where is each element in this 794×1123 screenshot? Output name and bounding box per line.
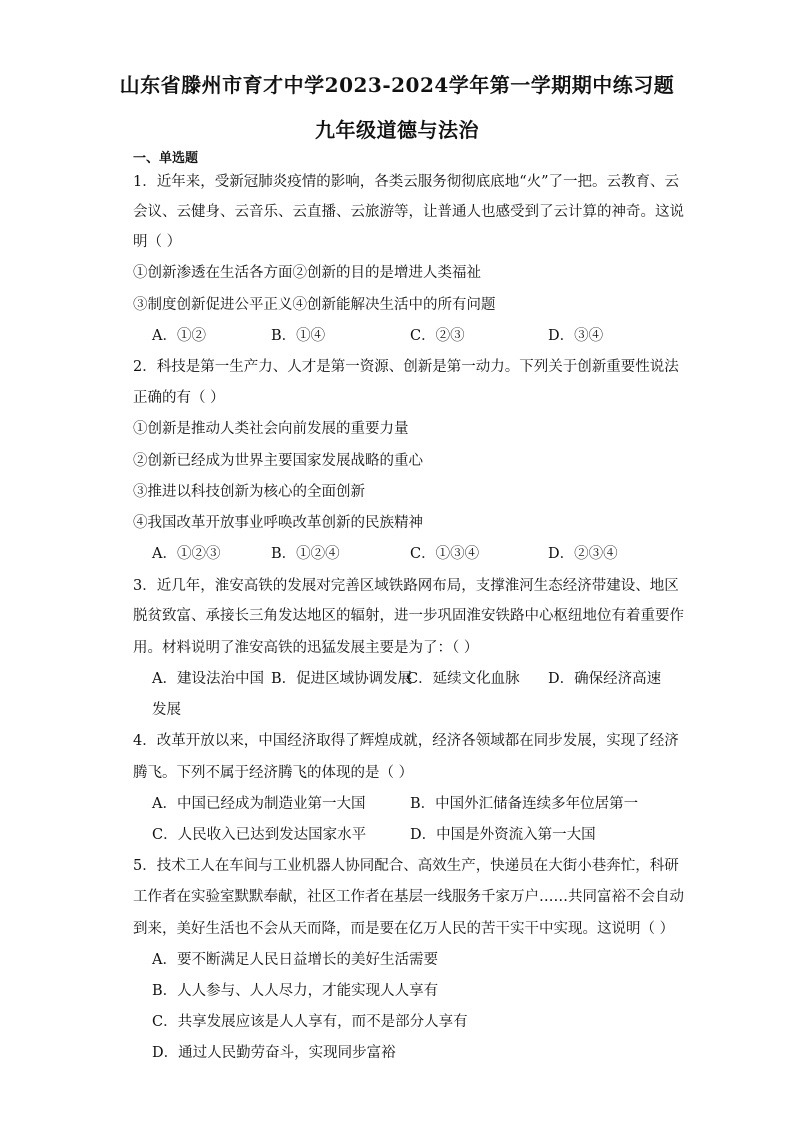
q1-option-a: A．①② — [152, 328, 206, 344]
q4-stem-line: 腾飞。下列不属于经济腾飞的体现的是（ ） — [133, 765, 414, 781]
q3-option-a: A．建设法治中国 — [152, 671, 264, 687]
q5-stem-line: 到来，美好生活也不会从天而降，而是要在亿万人民的苦干实干中实现。这说明（ ） — [133, 921, 675, 937]
q3-option-d: D．确保经济高速 — [548, 671, 662, 687]
q1-stem-line: 明（ ） — [133, 234, 182, 250]
q2-statement: ③推进以科技创新为核心的全面创新 — [133, 484, 365, 500]
q2-option-a: A．①②③ — [152, 546, 221, 562]
q3-stem-line: 脱贫致富、承接长三角发达地区的辐射，进一步巩固淮安铁路中心枢纽地位有着重要作 — [133, 608, 684, 624]
q1-stem-line: 会议、云健身、云音乐、云直播、云旅游等，让普通人也感受到了云计算的神奇。这说 — [133, 204, 684, 220]
q5-stem-line: 5．技术工人在车间与工业机器人协同配合、高效生产，快递员在大街小巷奔忙，科研 — [133, 858, 679, 874]
q4-option-a: A．中国已经成为制造业第一大国 — [152, 796, 366, 812]
q5-stem-line: 工作者在实验室默默奉献，社区工作者在基层一线服务千家万户……共同富裕不会自动 — [133, 889, 684, 905]
q1-option-c: C．②③ — [410, 328, 465, 344]
q3-stem-line: 用。材料说明了淮安高铁的迅猛发展主要是为了：（ ） — [133, 640, 479, 656]
q5-option-b: B．人人参与、人人尽力，才能实现人人享有 — [152, 983, 439, 999]
q1-stem-line: 1．近年来，受新冠肺炎疫情的影响，各类云服务彻彻底底地“火”了一把。云教育、云 — [133, 174, 680, 190]
q5-option-a: A．要不断满足人民日益增长的美好生活需要 — [152, 952, 438, 968]
q1-statement: ①创新渗透在生活各方面②创新的目的是增进人类福祉 — [133, 265, 481, 281]
q3-stem-line: 3．近几年，淮安高铁的发展对完善区域铁路网布局，支撑淮河生态经济带建设、地区 — [133, 578, 679, 594]
q5-option-c: C．共享发展应该是人人享有，而不是部分人享有 — [152, 1014, 468, 1030]
section-heading: 一、单选题 — [133, 151, 199, 166]
exam-title: 山东省滕州市育才中学2023-2024学年第一学期期中练习题 — [119, 73, 675, 97]
q2-statement: ①创新是推动人类社会向前发展的重要力量 — [133, 421, 409, 437]
q2-option-c: C．①③④ — [410, 546, 480, 562]
q3-option-b: B．促进区域协调发展 — [271, 671, 413, 687]
q2-option-d: D．②③④ — [548, 546, 618, 562]
q3-option-d-wrap: 发展 — [152, 702, 181, 718]
q5-option-d: D．通过人民勤劳奋斗，实现同步富裕 — [152, 1045, 396, 1061]
exam-subtitle: 九年级道德与法治 — [315, 118, 479, 142]
q4-option-c: C．人民收入已达到发达国家水平 — [152, 827, 367, 843]
q1-statement: ③制度创新促进公平正义④创新能解决生活中的所有问题 — [133, 297, 496, 313]
q4-option-d: D．中国是外资流入第一大国 — [410, 827, 596, 843]
q4-option-b: B．中国外汇储备连续多年位居第一 — [410, 796, 639, 812]
q2-statement: ②创新已经成为世界主要国家发展战略的重心 — [133, 453, 423, 469]
q4-stem-line: 4．改革开放以来，中国经济取得了辉煌成就，经济各领域都在同步发展，实现了经济 — [133, 733, 679, 749]
q1-option-d: D．③④ — [548, 328, 604, 344]
q3-option-c: C．延续文化血脉 — [407, 671, 520, 687]
q2-stem-line: 2．科技是第一生产力、人才是第一资源、创新是第一动力。下列关于创新重要性说法 — [133, 359, 679, 375]
q1-option-b: B．①④ — [271, 328, 326, 344]
q2-option-b: B．①②④ — [271, 546, 340, 562]
q2-stem-line: 正确的有（ ） — [133, 390, 225, 406]
q2-statement: ④我国改革开放事业呼唤改革创新的民族精神 — [133, 515, 423, 531]
